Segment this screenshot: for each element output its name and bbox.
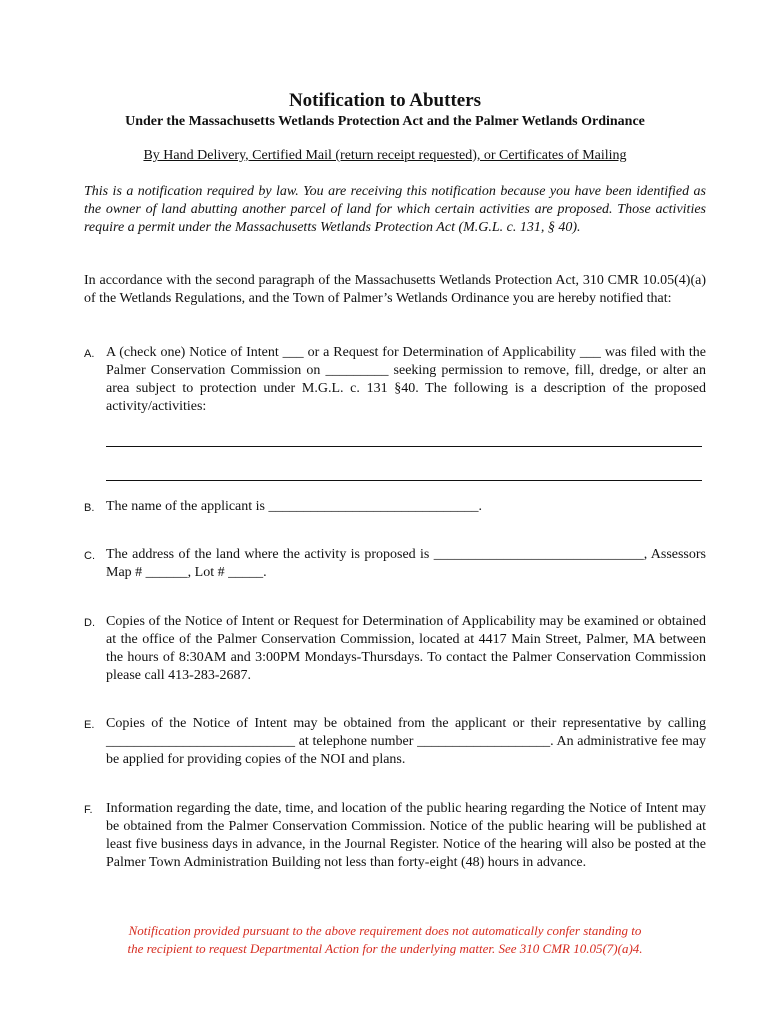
- item-letter: C.: [84, 550, 95, 562]
- item-b: [84, 498, 706, 516]
- item-text: Information regarding the date, time, and location of the public hearing regarding the Notice of Intent may be obtained from the Palmer Conservation Commission. Notice of the public hearing will be published at least five business days in advance, in the Journal Register. Notice of the hearing will also be posted at the Palmer Town Administration Building not less than forty-eight (48) hours in advance.: [106, 801, 706, 870]
- item-f: [84, 800, 706, 872]
- item-text: Copies of the Notice of Intent may be obtained from the applicant or their representative by calling ___________________________ at telephone number ___________________. An administrative fee may be applied for providing copies of the NOI and plans.: [106, 716, 706, 767]
- item-a: [84, 344, 706, 416]
- item-letter: B.: [84, 502, 95, 514]
- item-letter: E.: [84, 719, 95, 731]
- item-letter: D.: [84, 617, 95, 629]
- delivery-methods: By Hand Delivery, Certified Mail (return receipt requested), or Certificates of Mailing: [143, 148, 627, 163]
- item-text: The address of the land where the activity is proposed is ______________________________, Assessors Map # ______, Lot # _____.: [106, 547, 706, 580]
- description-line-2: [106, 480, 702, 481]
- item-text: A (check one) Notice of Intent ___ or a Request for Determination of Applicability ___ was filed with the Palmer Conservation Commission on _________ seeking permission to remove, fill, dredge, or alter an area subject to protection under M.G.L. c. 131 §40. The following is a description of the proposed activity/activities:: [106, 345, 706, 414]
- item-c: [84, 546, 706, 582]
- accordance-paragraph: In accordance with the second paragraph of the Massachusetts Wetlands Protection Act, 310 CMR 10.05(4)(a) of the Wetlands Regulations, and the Town of Palmer’s Wetlands Ordinance you are hereby notified that:: [84, 273, 706, 306]
- item-e: [84, 715, 706, 769]
- intro-paragraph: This is a notification required by law. You are receiving this notification because you have been identified as the owner of land abutting another parcel of land for which certain activities are proposed. Those activities require a permit under the Massachusetts Wetlands Protection Act (M.G.L. c. 131, § 40).: [84, 184, 706, 235]
- standing-disclaimer: Notification provided pursuant to the above requirement does not automatically confer standing to the recipient to request Departmental Action for the underlying matter. See 310 CMR 10.05(7)(a)4.: [127, 923, 643, 956]
- description-line-1: [106, 446, 702, 447]
- item-letter: F.: [84, 804, 93, 816]
- item-text: The name of the applicant is ______________________________.: [106, 499, 482, 514]
- page-title: Notification to Abutters: [288, 90, 482, 111]
- item-d: [84, 613, 706, 685]
- item-text: Copies of the Notice of Intent or Request for Determination of Applicability may be examined or obtained at the office of the Palmer Conservation Commission, located at 4417 Main Street, Palmer, MA between the hours of 8:30AM and 3:00PM Mondays-Thursdays. To contact the Palmer Conservation Commission please call 413-283-2687.: [106, 614, 706, 683]
- item-letter: A.: [84, 348, 95, 360]
- page-subtitle: Under the Massachusetts Wetlands Protection Act and the Palmer Wetlands Ordinance: [125, 114, 645, 129]
